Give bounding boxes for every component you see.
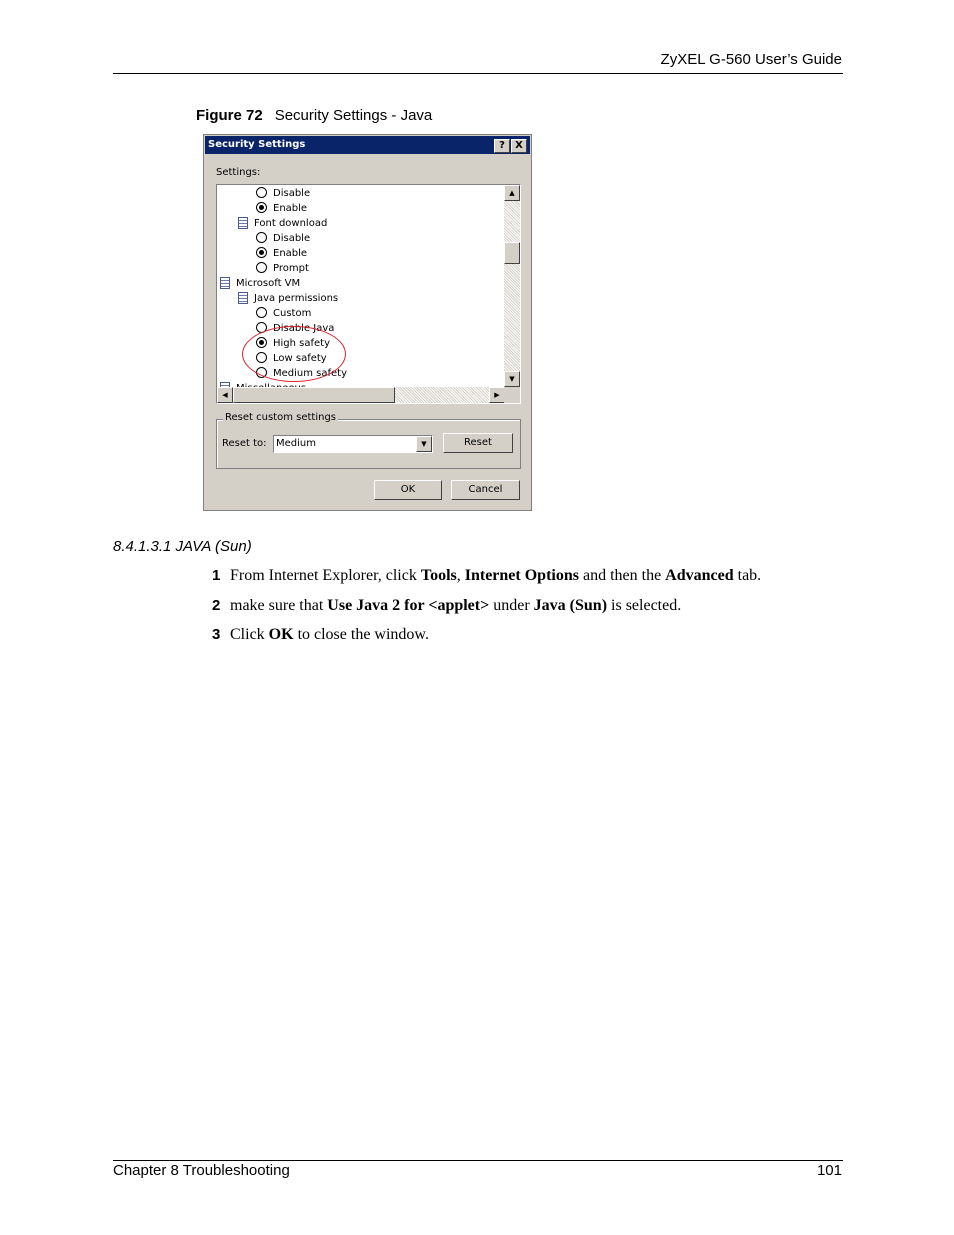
scroll-down-arrow-icon[interactable]: ▼: [504, 371, 520, 387]
tree-item-label: Enable: [273, 203, 308, 214]
step-text: ,: [456, 567, 465, 584]
header-rule: [113, 73, 843, 74]
tree-item-label: Microsoft VM: [236, 278, 301, 289]
footer-page-number: 101: [816, 1162, 842, 1179]
tree-node[interactable]: [220, 276, 300, 291]
step-text: is selected.: [607, 597, 682, 614]
footer-rule: [113, 1160, 843, 1161]
radio-option[interactable]: [256, 306, 311, 321]
settings-document-icon: [238, 292, 248, 304]
step-item: [212, 626, 429, 644]
radio-option[interactable]: [256, 231, 310, 246]
cancel-button[interactable]: Cancel: [451, 480, 520, 500]
step-emphasis: OK: [268, 626, 294, 643]
dialog-title-bar: [205, 136, 530, 154]
radio-checked-icon: [256, 247, 267, 258]
step-number: 2: [212, 597, 221, 614]
settings-document-icon: [238, 217, 248, 229]
reset-to-label: Reset to:: [222, 438, 267, 449]
scroll-right-arrow-icon[interactable]: ▶: [489, 387, 505, 403]
step-text: make sure that: [230, 597, 328, 614]
step-text: to close the window.: [293, 626, 429, 643]
step-emphasis: Java (Sun): [533, 597, 608, 614]
step-item: [212, 567, 761, 585]
step-text: and then the: [578, 567, 666, 584]
step-text: tab.: [733, 567, 762, 584]
section-heading: 8.4.1.3.1 JAVA (Sun): [113, 538, 252, 555]
radio-unchecked-icon: [256, 187, 267, 198]
step-emphasis: Internet Options: [464, 567, 579, 584]
reset-to-select[interactable]: [273, 435, 433, 453]
step-item: [212, 597, 681, 615]
tree-item-label: High safety: [273, 338, 331, 349]
scroll-left-arrow-icon[interactable]: ◀: [217, 387, 233, 403]
step-text: Click: [230, 626, 269, 643]
radio-option[interactable]: [256, 261, 309, 276]
running-header: ZyXEL G-560 User’s Guide: [660, 51, 842, 68]
tree-item-label: Disable: [273, 188, 311, 199]
figure-number: Figure 72: [196, 107, 263, 124]
tree-item-label: Java permissions: [254, 293, 339, 304]
radio-option[interactable]: [256, 201, 307, 216]
step-number: 3: [212, 626, 221, 643]
figure-title: Security Settings - Java: [274, 107, 433, 124]
horizontal-scroll-thumb[interactable]: [233, 387, 395, 403]
horizontal-scrollbar[interactable]: [217, 387, 505, 403]
step-text: From Internet Explorer, click: [230, 567, 421, 584]
reset-group-label: Reset custom settings: [225, 412, 336, 423]
tree-item-label: Low safety: [273, 353, 327, 364]
help-button[interactable]: ?: [494, 139, 510, 153]
close-button[interactable]: X: [511, 139, 527, 153]
tree-node[interactable]: [238, 291, 338, 306]
radio-unchecked-icon: [256, 232, 267, 243]
reset-to-value: Medium: [276, 438, 316, 449]
vertical-scrollbar[interactable]: [504, 185, 520, 387]
tree-item-label: Disable Java: [273, 323, 335, 334]
chevron-down-icon[interactable]: ▼: [416, 436, 432, 452]
tree-item-label: Medium safety: [273, 368, 348, 379]
figure-caption: [196, 107, 432, 124]
radio-unchecked-icon: [256, 262, 267, 273]
tree-item-label: Font download: [254, 218, 328, 229]
reset-custom-settings-group: [216, 412, 521, 469]
footer-chapter: Chapter 8 Troubleshooting: [113, 1162, 290, 1179]
step-emphasis: Tools: [420, 567, 457, 584]
dialog-title: Security Settings: [208, 139, 306, 150]
tree-item-label: Custom: [273, 308, 312, 319]
tree-item-label: Prompt: [273, 263, 309, 274]
scroll-up-arrow-icon[interactable]: ▲: [504, 185, 520, 201]
radio-option[interactable]: [256, 186, 310, 201]
step-text: under: [489, 597, 534, 614]
step-number: 1: [212, 567, 221, 584]
radio-unchecked-icon: [256, 307, 267, 318]
vertical-scroll-thumb[interactable]: [504, 242, 520, 264]
ok-button[interactable]: OK: [374, 480, 442, 500]
settings-document-icon: [220, 277, 230, 289]
radio-option[interactable]: [256, 246, 307, 261]
tree-item-label: Disable: [273, 233, 311, 244]
tree-item-label: Enable: [273, 248, 308, 259]
reset-button[interactable]: Reset: [443, 433, 513, 453]
step-emphasis: Use Java 2 for <applet>: [327, 597, 490, 614]
settings-label: Settings:: [216, 167, 261, 178]
highlight-circle: [242, 326, 346, 382]
security-settings-dialog: [203, 134, 532, 511]
scrollbar-corner: [504, 387, 520, 403]
step-emphasis: Advanced: [665, 567, 734, 584]
tree-node[interactable]: [238, 216, 327, 231]
radio-checked-icon: [256, 202, 267, 213]
